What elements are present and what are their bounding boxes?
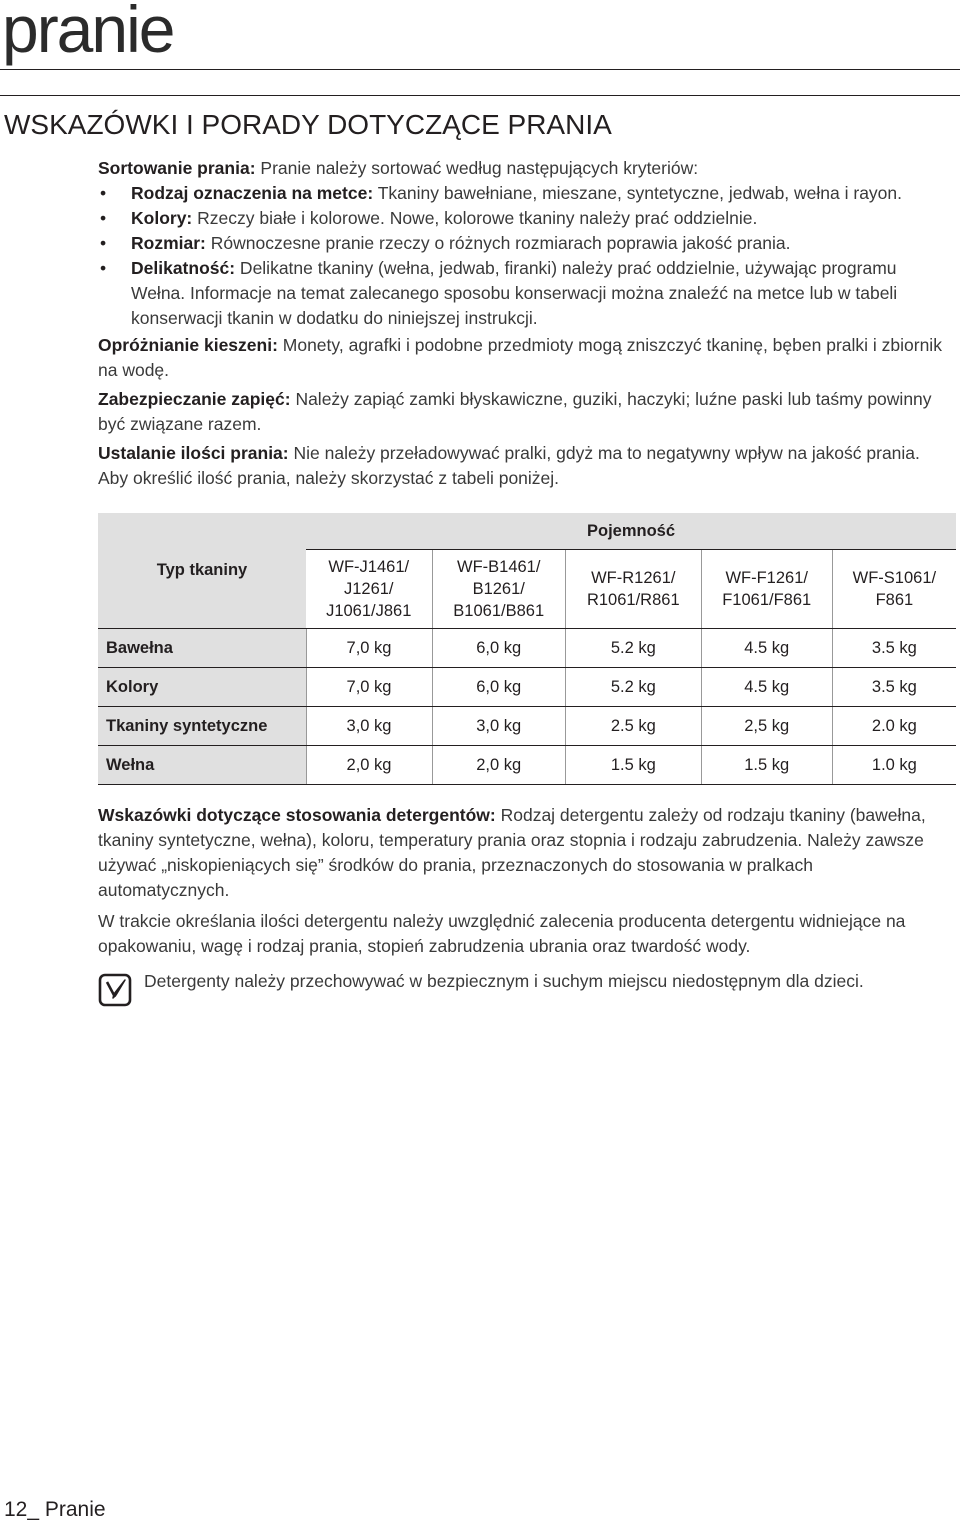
criterion-text: Równoczesne pranie rzeczy o różnych rozmiarach poprawia jakość prania. bbox=[205, 233, 791, 253]
fabric-cell: Wełna bbox=[98, 746, 306, 785]
capacity-cell: 2,0 kg bbox=[432, 746, 565, 785]
fasteners-text: Należy zapiąć zamki błyskawiczne, guziki, haczyki; luźne paski lub taśmy powinny być związane razem. bbox=[98, 389, 932, 434]
capacity-table bbox=[98, 513, 956, 785]
capacity-cell: 2,5 kg bbox=[701, 707, 832, 746]
capacity-cell: 1.0 kg bbox=[832, 746, 956, 785]
capacity-cell: 4.5 kg bbox=[701, 629, 832, 668]
model-header: WF-B1461/ B1261/ B1061/B861 bbox=[432, 550, 565, 629]
list-item bbox=[98, 181, 948, 206]
sorting-label: Sortowanie prania: bbox=[98, 158, 256, 178]
capacity-cell: 6,0 kg bbox=[432, 629, 565, 668]
fabric-cell: Kolory bbox=[98, 668, 306, 707]
load-paragraph bbox=[98, 441, 948, 491]
criterion-label: Delikatność: bbox=[131, 258, 236, 278]
criterion-text: Delikatne tkaniny (wełna, jedwab, firanki) należy prać oddzielnie, używając programu Wełna. Informacje na temat zalecanego sposobu konserwacji można znaleźć na metce lub w tabeli konserwacji tkanin w dodatku do niniejszej instrukcji. bbox=[131, 258, 898, 328]
list-item bbox=[98, 206, 948, 231]
capacity-cell: 7,0 kg bbox=[306, 668, 432, 707]
table-row bbox=[98, 746, 956, 785]
capacity-cell: 1.5 kg bbox=[565, 746, 701, 785]
fabric-cell: Bawełna bbox=[98, 629, 306, 668]
criterion-text: Tkaniny bawełniane, mieszane, syntetyczne, jedwab, wełna i rayon. bbox=[373, 183, 903, 203]
list-item bbox=[98, 256, 948, 331]
detergent-paragraph bbox=[98, 803, 948, 903]
footer-separator: _ bbox=[27, 1498, 45, 1521]
fabric-cell: Tkaniny syntetyczne bbox=[98, 707, 306, 746]
header-divider bbox=[0, 69, 960, 70]
capacity-cell: 2.5 kg bbox=[565, 707, 701, 746]
sorting-text: Pranie należy sortować według następujących kryteriów: bbox=[255, 158, 699, 178]
table-row bbox=[98, 668, 956, 707]
sorting-paragraph bbox=[98, 156, 948, 181]
capacity-cell: 2,0 kg bbox=[306, 746, 432, 785]
note-text: Detergenty należy przechowywać w bezpiecznym i suchym miejscu niedostępnym dla dzieci. bbox=[144, 971, 864, 991]
note-pencil-icon bbox=[98, 973, 132, 1007]
pockets-text: Monety, agrafki i podobne przedmioty mogą zniszczyć tkaninę, bęben pralki i zbiornik na wodę. bbox=[98, 335, 942, 380]
capacity-cell: 4.5 kg bbox=[701, 668, 832, 707]
capacity-cell: 3.5 kg bbox=[832, 668, 956, 707]
capacity-cell: 3.5 kg bbox=[832, 629, 956, 668]
page-footer bbox=[4, 1498, 106, 1522]
model-header: WF-R1261/ R1061/R861 bbox=[565, 550, 701, 629]
footer-section: Pranie bbox=[44, 1498, 106, 1521]
capacity-cell: 1.5 kg bbox=[701, 746, 832, 785]
pockets-paragraph bbox=[98, 333, 948, 383]
detergent-amount-paragraph: W trakcie określania ilości detergentu należy uwzględnić zalecenia producenta detergentu widniejące na opakowaniu, wagę i rodzaj prania, stopień zabrudzenia ubrania oraz twardość wody. bbox=[98, 911, 906, 956]
header-divider-lower bbox=[0, 95, 960, 96]
section-heading: WSKAZÓWKI I PORADY DOTYCZĄCE PRANIA bbox=[4, 109, 612, 140]
capacity-cell: 3,0 kg bbox=[432, 707, 565, 746]
main-content bbox=[98, 156, 948, 994]
table-row bbox=[98, 707, 956, 746]
page-number: 12 bbox=[4, 1498, 28, 1521]
model-header: WF-F1261/ F1061/F861 bbox=[701, 550, 832, 629]
chapter-title: pranie bbox=[2, 0, 174, 66]
criterion-text: Rzeczy białe i kolorowe. Nowe, kolorowe tkaniny należy prać oddzielnie. bbox=[192, 208, 758, 228]
capacity-cell: 2.0 kg bbox=[832, 707, 956, 746]
capacity-cell: 5.2 kg bbox=[565, 629, 701, 668]
capacity-header: Pojemność bbox=[306, 513, 956, 550]
capacity-cell: 7,0 kg bbox=[306, 629, 432, 668]
note bbox=[98, 969, 948, 994]
pockets-label: Opróżnianie kieszeni: bbox=[98, 335, 278, 355]
criterion-label: Rodzaj oznaczenia na metce: bbox=[131, 183, 374, 203]
list-item bbox=[98, 231, 948, 256]
detergent-text: Rodzaj detergentu zależy od rodzaju tkaniny (bawełna, tkaniny syntetyczne, wełna), koloru, temperatury prania oraz stopnia i rodzaju zabrudzenia. Należy zawsze używać „niskopieniących się” środków do prania, przeznaczonych do stosowania w pralkach automatycznych. bbox=[98, 805, 926, 900]
model-header: WF-J1461/ J1261/ J1061/J861 bbox=[306, 550, 432, 629]
capacity-cell: 5.2 kg bbox=[565, 668, 701, 707]
capacity-cell: 6,0 kg bbox=[432, 668, 565, 707]
load-text: Nie należy przeładowywać pralki, gdyż ma to negatywny wpływ na jakość prania. Aby określić ilość prania, należy skorzystać z tabeli poniżej. bbox=[98, 443, 920, 488]
model-header: WF-S1061/ F861 bbox=[832, 550, 956, 629]
load-label: Ustalanie ilości prania: bbox=[98, 443, 289, 463]
sorting-criteria-list bbox=[98, 181, 948, 331]
criterion-label: Rozmiar: bbox=[131, 233, 206, 253]
criterion-label: Kolory: bbox=[131, 208, 193, 228]
detergent-label: Wskazówki dotyczące stosowania detergentów: bbox=[98, 805, 496, 825]
fasteners-paragraph bbox=[98, 387, 948, 437]
fasteners-label: Zabezpieczanie zapięć: bbox=[98, 389, 291, 409]
capacity-cell: 3,0 kg bbox=[306, 707, 432, 746]
fabric-type-header: Typ tkaniny bbox=[98, 513, 306, 629]
table-row bbox=[98, 629, 956, 668]
